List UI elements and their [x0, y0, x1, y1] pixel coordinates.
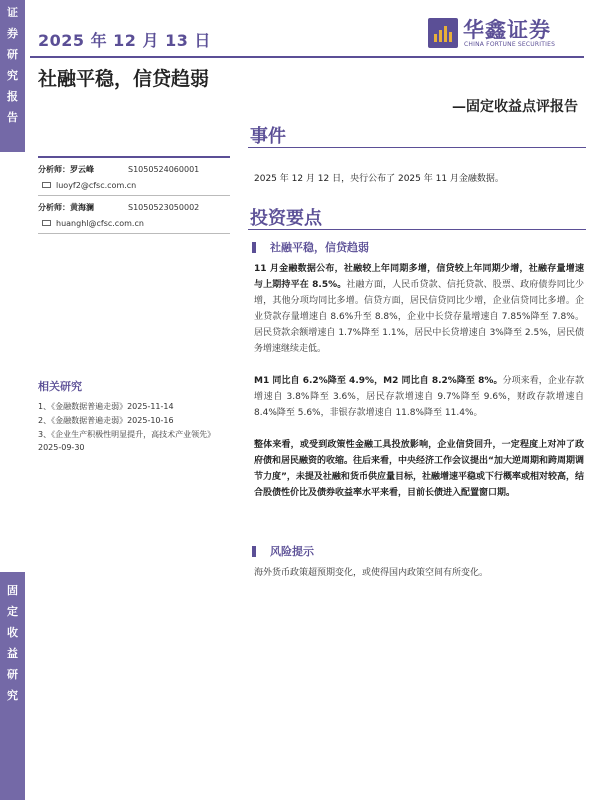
side-char: 报 [7, 90, 18, 103]
points-heading: 投资要点 [250, 208, 322, 229]
analyst-email[interactable]: luoyf2@cfsc.com.cn [56, 180, 137, 190]
side-char: 告 [7, 111, 18, 124]
paragraph-2-bold: M1 同比自 6.2%降至 4.9%，M2 同比自 8.2%降至 8%。 [254, 376, 503, 386]
subheading-bar [252, 546, 256, 557]
points-subheading-text: 社融平稳，信贷趋弱 [270, 241, 369, 254]
report-title: 社融平稳，信贷趋弱 [38, 68, 210, 90]
side-char: 究 [7, 69, 18, 82]
analyst-entry [38, 202, 230, 234]
event-heading-line [248, 147, 586, 148]
side-char: 研 [7, 48, 18, 61]
risk-heading [252, 543, 314, 559]
paragraph-1 [254, 261, 584, 357]
paragraph-2-text: 分项来看，企业存款增速自 3.8%降至 3.6%，居民存款增速自 9.7%降至 9.6%，财政存款增速自 8.4%降至 5.6%，非银存款增速自 11.8%降至 11.4%。 [254, 376, 584, 418]
side-char: 券 [7, 27, 18, 40]
side-char: 收 [7, 626, 18, 639]
header-divider [30, 56, 584, 58]
report-subtitle: —固定收益点评报告 [452, 99, 578, 115]
side-char: 研 [7, 668, 18, 681]
mail-icon [42, 220, 51, 226]
analyst-entry [38, 164, 230, 196]
risk-text: 海外货币政策超预期变化，或使得国内政策空间有所变化。 [254, 568, 489, 578]
subheading-bar [252, 242, 256, 253]
side-char: 证 [7, 6, 18, 19]
related-research-title: 相关研究 [38, 380, 82, 393]
logo-mark-icon [428, 18, 458, 48]
side-strip-top [0, 0, 25, 152]
points-subheading [252, 239, 369, 255]
analyst-name: 分析师：罗云峰 [38, 165, 94, 174]
risk-heading-text: 风险提示 [270, 545, 314, 558]
company-logo [428, 14, 578, 54]
paragraph-3 [254, 437, 584, 501]
related-research-item[interactable]: 2、《金融数据普遍走弱》2025-10-16 [38, 416, 174, 425]
analyst-separator [38, 195, 230, 196]
side-char: 定 [7, 605, 18, 618]
analyst-license: S1050524060001 [128, 165, 200, 174]
analyst-license: S1050523050002 [128, 203, 200, 212]
analyst-separator [38, 233, 230, 234]
side-char: 究 [7, 689, 18, 702]
side-char: 益 [7, 647, 18, 660]
side-strip-bottom [0, 572, 25, 800]
analyst-email[interactable]: huanghl@cfsc.com.cn [56, 218, 144, 228]
analyst-name: 分析师：黄海澜 [38, 203, 94, 212]
analyst-panel [38, 156, 230, 240]
related-research-item[interactable]: 1、《金融数据普遍走弱》2025-11-14 [38, 402, 174, 411]
logo-text: 华鑫证券 [463, 18, 551, 42]
related-research-item[interactable]: 3、《企业生产积极性明显提升，高技术产业领先》2025-09-30 [38, 430, 216, 452]
event-text: 2025 年 12 月 12 日，央行公布了 2025 年 11 月金融数据。 [254, 174, 504, 184]
side-char: 固 [7, 584, 18, 597]
event-heading: 事件 [250, 126, 286, 147]
paragraph-1-bold: 11 月金融数据公布，社融较上年同期多增，信贷较上年同期少增，社融存量增速与上期持平在 8.5%。 [254, 264, 584, 290]
paragraph-3-bold: 整体来看，或受到政策性金融工具投放影响，企业信贷回升，一定程度上对冲了政府债和居民融资的收缩。往后来看，中央经济工作会议提出“加大逆周期和跨周期调节力度”，未提及社融和货币供应量目标，社融增速平稳或下行概率或相对较高，结合股债性价比及债券收益率水平来看，目前长债进入配置窗口期。 [254, 440, 584, 498]
points-heading-line [248, 229, 586, 230]
paragraph-2 [254, 373, 584, 421]
related-research [38, 378, 218, 455]
analyst-divider [38, 156, 230, 158]
logo-subtext: CHINA FORTUNE SECURITIES [464, 41, 556, 48]
paragraph-1-text: 社融方面，人民币贷款、信托贷款、股票、政府债券同比少增，其他分项均同比多增。信贷方面，居民信贷同比少增，企业信贷同比多增。企业贷款存量增速自 8.6%升至 8.8%，企业中长贷存量增速自 7.85%降至 7.8%。居民贷款余额增速自 1.7%降至 1.1%，居民中长贷增速自 3%降至 2.5%，居民债务增速继续走低。 [254, 280, 584, 354]
mail-icon [42, 182, 51, 188]
report-date: 2025 年 12 月 13 日 [38, 31, 211, 50]
